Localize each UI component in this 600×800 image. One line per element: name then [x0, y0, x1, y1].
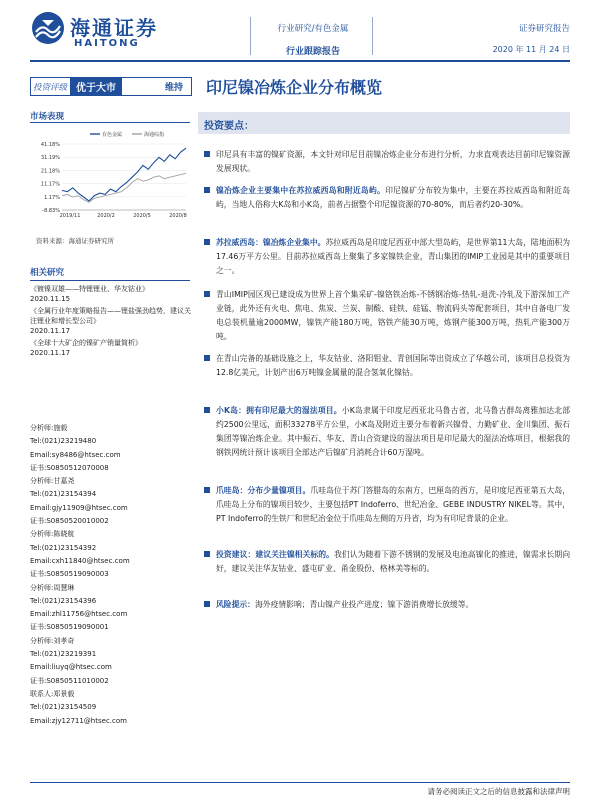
analyst-contacts — [30, 422, 192, 728]
bullet-icon — [204, 601, 210, 607]
analyst-info-line: 证书:S0850519090001 — [30, 623, 109, 632]
bullet-icon — [204, 291, 210, 297]
page-title: 印尼镍冶炼企业分布概览 — [206, 78, 383, 97]
key-point-paragraph — [216, 352, 570, 380]
analyst-info-line: 证书:S0850519090003 — [30, 570, 109, 579]
rating-label: 投资评级 — [33, 82, 68, 93]
key-point-highlight: 苏拉威西岛：镍冶炼企业集中。 — [216, 238, 326, 247]
related-item-date: 2020.11.17 — [30, 327, 71, 335]
logo-en-text: HAITONG — [74, 38, 140, 49]
report-category: 行业研究/有色金属 — [277, 24, 349, 34]
market-heading: 市场表现 — [30, 112, 65, 122]
analyst-info-line: 分析师:施毅 — [30, 424, 68, 432]
key-point-paragraph — [216, 148, 570, 176]
related-item-title[interactable]: 《镀镍双雄——特锂锂业、华友钴业》 — [30, 285, 149, 293]
analyst-info-line: Tel:(021)23154509 — [30, 703, 97, 712]
y-tick-label: -8.83% — [42, 208, 60, 214]
key-point-highlight: 小K岛：拥有印尼最大的湿法项目。 — [216, 406, 342, 415]
analyst-info-line: 分析师:刘孝奇 — [30, 636, 75, 645]
key-point-text: 青山IMIP园区现已建设成为世界上首个集采矿-镍铬铁冶炼-不锈钢冶炼-热轧-退洗-冷轧及下游深加工产业链，此外还有火电、焦电、焦炭、兰炭、制酸、硅铁、硅锰、物流码头等配套项目，其中自备电厂发电总装机量逾2000MW，镍铁产能180万吨，铬铁产能30万吨，炼钢产能300万吨，热轧产能300万吨。 — [216, 290, 570, 341]
report-label: 证券研究报告 — [518, 24, 570, 34]
y-tick-label: 11.17% — [40, 181, 60, 188]
analyst-info-line[interactable]: Email:gjy11909@htsec.com — [30, 503, 128, 512]
legend-label: 海通综指 — [144, 132, 165, 138]
key-point-text: 小K岛隶属于印度尼西亚北马鲁古省，北马鲁古群岛离雅加达北部约2500公里远，面积33278平方公里，小K岛及附近主要分布着新兴镍骨、力勤矿业、金川集团、振石集团等镍冶炼企业。其中振石、华友、青山合资建设的湿法项目是印尼最大的湿法冶炼项目，根据我的钢铁网统计预计该项目全部达产后镍矿月消耗合计60万湿吨。 — [216, 406, 570, 457]
x-tick-label: 2020/5 — [133, 213, 151, 219]
analyst-info-line: 分析师:陈晓航 — [30, 530, 75, 539]
related-item-date: 2020.11.15 — [30, 295, 71, 303]
analyst-info-line: 证书:S0850511010002 — [30, 676, 109, 685]
y-tick-label: 41.18% — [40, 142, 60, 148]
section-rule — [30, 280, 190, 281]
market-performance-chart — [30, 128, 192, 228]
analyst-info-line[interactable]: Email:zjy12711@htsec.com — [30, 716, 127, 725]
company-logo — [30, 10, 180, 52]
key-point-text: 爪哇岛位于苏门答腊岛的东南方，巴厘岛的西方，是印度尼西亚第五大岛，爪哇岛上分布的镍项目较少，主要包括PT Indoferro、世纪冶金、GEBE INDUSTRY NIKEL等。其中，PT Indoferro的生铁厂和世纪冶金位于爪哇岛左侧的万丹省，均为有印尼背景的企业。 — [216, 486, 570, 523]
key-point-text: 海外疫情影响；青山镍产业投产进度；镍下游消费增长放缓等。 — [254, 600, 474, 609]
chart-source: 资料来源：海通证券研究所 — [36, 237, 114, 245]
related-item-date: 2020.11.17 — [30, 349, 71, 357]
bullet-icon — [204, 239, 210, 245]
related-research — [30, 266, 192, 360]
bullet-icon — [204, 187, 210, 193]
bullet-icon — [204, 151, 210, 157]
analyst-info-line: Tel:(021)23219391 — [30, 650, 97, 659]
report-type: 行业跟踪报告 — [285, 47, 340, 57]
header-category-block — [258, 22, 368, 57]
key-point-text: 苏拉威西岛是印度尼西亚中部大型岛屿，是世界第11大岛，陆地面积为17.46万平方公里。目前苏拉威西岛上聚集了多家镍铁企业，青山集团的IMIP工业园是其中的重要项目之一。 — [216, 238, 571, 275]
bullet-icon — [204, 551, 210, 557]
key-point-paragraph — [216, 404, 570, 460]
report-date: 2020 年 11 月 24 日 — [492, 45, 570, 54]
key-points-heading: 投资要点： — [204, 121, 254, 132]
analyst-info-line: 联系人:郑景毅 — [30, 689, 75, 698]
analyst-info-line: Tel:(021)23219480 — [30, 437, 97, 446]
rating-status: 维持 — [164, 83, 183, 93]
investment-rating — [30, 77, 192, 96]
related-item-title[interactable]: 《全球十大矿企的镍矿产销量简析》 — [30, 339, 142, 347]
bullet-icon — [204, 355, 210, 361]
y-tick-label: 1.17% — [44, 194, 60, 201]
key-point-paragraph — [216, 548, 570, 576]
analyst-info-line[interactable]: Email:cxh11840@htsec.com — [30, 556, 130, 565]
analyst-info-line[interactable]: Email:zhl11756@htsec.com — [30, 610, 128, 619]
logo-cn-text: 海通证券 — [70, 16, 158, 40]
key-point-text: 在青山完备的基础设施之上，华友钴业、洛阳钼业、青创国际等出资成立了华越公司，该项目总投资为12.8亿美元，计划产出6万吨镍金属量的混合氢氧化镍钴。 — [216, 354, 570, 377]
analyst-info-line: Tel:(021)23154396 — [30, 596, 97, 605]
key-point-highlight: 风险提示： — [216, 600, 255, 609]
key-point-paragraph — [216, 598, 570, 612]
analyst-info-line: 分析师:周慧琳 — [30, 583, 75, 592]
analyst-info-line: 分析师:甘嘉尧 — [30, 477, 75, 486]
key-point-paragraph — [216, 236, 570, 278]
key-point-highlight: 镍冶炼企业主要集中在苏拉威西岛和附近岛屿。 — [216, 186, 386, 195]
footer-disclaimer: 请务必阅读正文之后的信息披露和法律声明 — [427, 787, 570, 796]
key-point-text: 我们认为随着下游不锈钢的发展及电池高镍化的推进，镍需求长期向好，建议关注华友钴业、盛屯矿业、甬金股份、格林美等标的。 — [216, 550, 571, 573]
analyst-info-line: Tel:(021)23154394 — [30, 490, 97, 499]
header-divider — [250, 17, 251, 55]
header-rule — [30, 60, 570, 62]
series-line — [62, 148, 186, 201]
legend-label: 有色金属 — [102, 132, 123, 138]
analyst-info-line: 证书:S0850512070008 — [30, 463, 109, 472]
haitong-logo-icon — [30, 10, 66, 46]
rating-value: 优于大市 — [70, 78, 122, 95]
key-point-text: 印尼具有丰富的镍矿资源，本文针对印尼目前镍冶炼企业分布进行分析，力求直观表达目前印尼镍资源发展现状。 — [216, 150, 570, 173]
section-rule — [30, 122, 190, 123]
header-divider — [372, 17, 373, 55]
key-point-paragraph — [216, 484, 570, 526]
related-heading: 相关研究 — [30, 268, 65, 278]
y-tick-label: 31.19% — [40, 155, 60, 162]
key-point-highlight: 投资建议：建议关注镍相关标的。 — [216, 550, 335, 559]
footer-rule — [30, 782, 570, 783]
analyst-info-line[interactable]: Email:sy8486@htsec.com — [30, 450, 121, 459]
bullet-icon — [204, 407, 210, 413]
key-point-highlight: 爪哇岛：分布少量镍项目。 — [216, 486, 311, 495]
x-tick-label: 2020/2 — [97, 213, 115, 219]
analyst-info-line: 证书:S0850520010002 — [30, 517, 109, 526]
analyst-info-line[interactable]: Email:liuyq@htsec.com — [30, 663, 112, 672]
key-point-paragraph — [216, 184, 570, 212]
related-item-title[interactable]: 《全属行业年度策略报告——锂盐强劲趋势，建议关注锂业和增长型公司》 — [30, 307, 191, 325]
series-line — [62, 173, 186, 202]
y-tick-label: 21.18% — [40, 168, 60, 175]
analyst-info-line: Tel:(021)23154392 — [30, 543, 97, 552]
bullet-icon — [204, 487, 210, 493]
key-point-paragraph — [216, 288, 570, 344]
x-tick-label: 2020/8 — [169, 213, 187, 219]
x-tick-label: 2019/11 — [59, 213, 81, 219]
header-right-block — [450, 22, 570, 55]
key-point-text: 印尼镍矿分布较为集中，主要在苏拉威西岛和附近岛屿，当地人俗称大K岛和小K岛，前者占据整个印尼镍资源的70-80%，而后者约20-30%。 — [216, 186, 570, 209]
